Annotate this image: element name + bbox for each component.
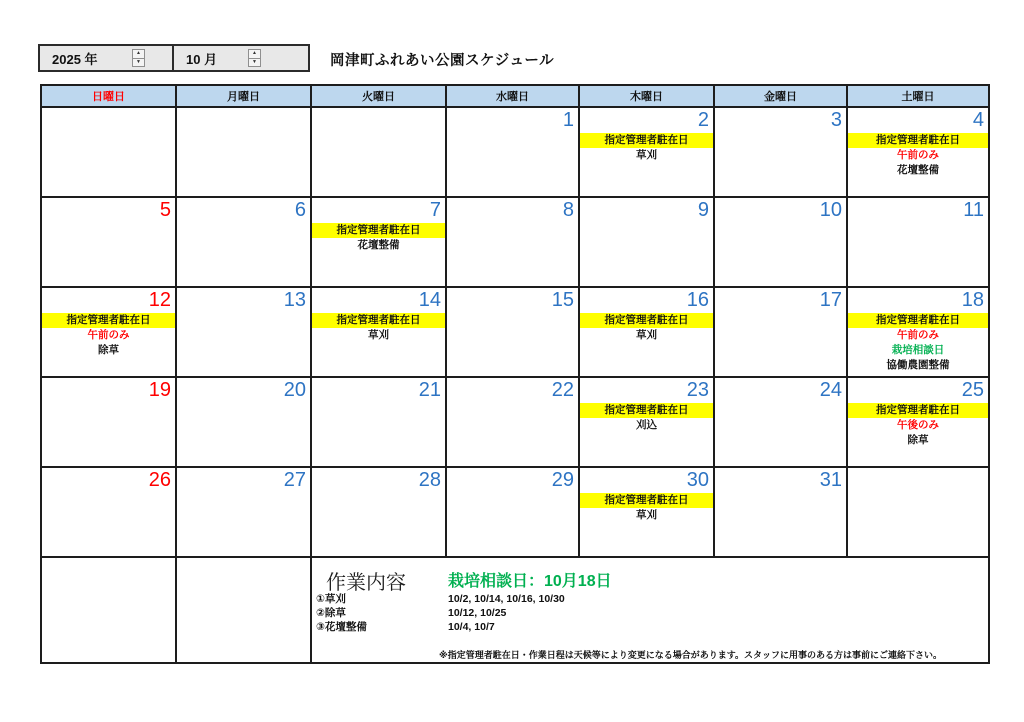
event-manager-presence: 指定管理者駐在日 [848,313,988,328]
day-number: 26 [148,469,171,491]
weekday-header: 土曜日 [847,85,989,107]
day-number: 31 [819,469,842,491]
day-cell-26[interactable] [41,467,176,557]
day-cell-empty[interactable] [41,107,176,197]
day-cell-29[interactable] [446,467,579,557]
event-manager-presence: 指定管理者駐在日 [848,403,988,418]
work-item-dates [448,592,565,634]
year-spinner [132,49,145,67]
year-value: 2025 年 [52,51,98,67]
footer-row [41,557,989,663]
day-number [312,108,445,133]
year-month-selector [38,44,310,72]
year-spin-down-icon[interactable]: ▼ [132,59,145,68]
work-content-title: 作業内容 [326,572,406,594]
weekday-header: 日曜日 [41,85,176,107]
work-summary-cell [311,557,989,663]
event-work-task: 草刈 [636,509,657,521]
work-item-name: ③花壇整備 [316,621,367,633]
day-number: 10 [819,199,842,221]
day-cell-empty[interactable] [176,107,311,197]
work-item-date-list: 10/12, 10/25 [448,607,507,619]
consultation-day-title: 栽培相談日：10月18日 [448,573,612,590]
day-cell-empty[interactable] [847,467,989,557]
day-number: 27 [283,469,306,491]
day-number: 13 [283,289,306,311]
day-cell-17[interactable] [714,287,847,377]
event-manager-presence: 指定管理者駐在日 [848,133,988,148]
footer-empty-cell[interactable] [176,557,311,663]
month-spinner [248,49,261,67]
day-number: 3 [830,109,842,131]
event-manager-presence: 指定管理者駐在日 [580,313,713,328]
day-number: 22 [551,379,574,401]
day-number: 1 [562,109,574,131]
day-number: 18 [961,289,984,311]
work-item-date-list: 10/2, 10/14, 10/16, 10/30 [448,593,565,605]
day-number: 4 [972,109,984,131]
event-consultation: 栽培相談日 [891,344,945,356]
day-cell-5[interactable] [41,197,176,287]
day-cell-2[interactable] [579,107,714,197]
day-number: 19 [148,379,171,401]
day-cell-11[interactable] [847,197,989,287]
work-item-names [316,592,367,634]
day-cell-30[interactable] [579,467,714,557]
event-work-task: 協働農園整備 [886,359,950,371]
footer-note: ※指定管理者駐在日・作業日程は天候等により変更になる場合があります。スタッフに用事のある方は事前にご連絡下さい。 [439,650,943,660]
day-number: 14 [418,289,441,311]
day-number: 6 [294,199,306,221]
month-spin-up-icon[interactable]: ▲ [248,49,261,59]
event-time-note: 午前のみ [87,329,130,341]
day-cell-23[interactable] [579,377,714,467]
day-number: 20 [283,379,306,401]
day-cell-19[interactable] [41,377,176,467]
day-number: 11 [963,199,984,221]
month-field[interactable] [174,46,308,70]
day-cell-20[interactable] [176,377,311,467]
day-cell-15[interactable] [446,287,579,377]
weekday-header-row [41,85,989,107]
day-number [42,108,175,133]
day-number: 8 [562,199,574,221]
footer-empty-cell[interactable] [41,557,176,663]
day-cell-27[interactable] [176,467,311,557]
event-manager-presence: 指定管理者駐在日 [580,493,713,508]
event-manager-presence: 指定管理者駐在日 [42,313,175,328]
year-spin-up-icon[interactable]: ▲ [132,49,145,59]
month-spin-down-icon[interactable]: ▼ [248,59,261,68]
day-number: 23 [686,379,709,401]
day-number: 28 [418,469,441,491]
day-cell-25[interactable] [847,377,989,467]
weekday-header: 月曜日 [176,85,311,107]
day-number [177,108,310,133]
day-cell-empty[interactable] [311,107,446,197]
weekday-header: 火曜日 [311,85,446,107]
event-work-task: 花壇整備 [357,239,400,251]
event-work-task: 除草 [98,344,119,356]
day-number: 17 [819,289,842,311]
event-time-note: 午前のみ [897,329,939,341]
day-cell-28[interactable] [311,467,446,557]
day-cell-21[interactable] [311,377,446,467]
event-work-task: 刈込 [636,419,657,431]
day-cell-1[interactable] [446,107,579,197]
month-value: 10 月 [186,51,218,67]
day-cell-10[interactable] [714,197,847,287]
day-number: 16 [686,289,709,311]
event-time-note: 午後のみ [897,419,939,431]
week-row [41,197,989,287]
day-number: 2 [697,109,709,131]
work-item-name: ②除草 [316,607,346,619]
day-number: 21 [418,379,441,401]
event-work-task: 花壇整備 [897,164,939,176]
day-cell-7[interactable] [311,197,446,287]
day-cell-22[interactable] [446,377,579,467]
calendar-table [40,84,990,664]
day-number: 30 [686,469,709,491]
day-cell-4[interactable] [847,107,989,197]
day-cell-31[interactable] [714,467,847,557]
day-cell-18[interactable] [847,287,989,377]
week-row [41,377,989,467]
day-cell-3[interactable] [714,107,847,197]
event-manager-presence: 指定管理者駐在日 [580,133,713,148]
page-title: 岡津町ふれあい公園スケジュール [330,53,555,69]
work-item-date-list: 10/4, 10/7 [448,621,495,633]
day-number: 5 [159,199,171,221]
week-row [41,467,989,557]
weekday-header: 金曜日 [714,85,847,107]
event-work-task: 草刈 [636,149,657,161]
week-row [41,107,989,197]
day-cell-16[interactable] [579,287,714,377]
day-cell-13[interactable] [176,287,311,377]
day-number: 29 [551,469,574,491]
day-number [848,468,988,493]
day-number: 7 [429,199,441,221]
work-item-name: ①草刈 [316,593,346,605]
day-cell-24[interactable] [714,377,847,467]
day-cell-6[interactable] [176,197,311,287]
event-manager-presence: 指定管理者駐在日 [312,313,445,328]
weekday-header: 木曜日 [579,85,714,107]
week-row [41,287,989,377]
day-number: 9 [697,199,709,221]
day-number: 12 [148,289,171,311]
event-work-task: 草刈 [368,329,389,341]
weekday-header: 水曜日 [446,85,579,107]
event-work-task: 草刈 [636,329,657,341]
year-field[interactable] [40,46,174,70]
day-cell-9[interactable] [579,197,714,287]
event-time-note: 午前のみ [897,149,939,161]
day-cell-12[interactable] [41,287,176,377]
event-manager-presence: 指定管理者駐在日 [312,223,445,238]
day-cell-8[interactable] [446,197,579,287]
event-work-task: 除草 [907,434,929,446]
day-number: 24 [819,379,842,401]
day-number: 25 [961,379,984,401]
event-manager-presence: 指定管理者駐在日 [580,403,713,418]
day-number: 15 [551,289,574,311]
day-cell-14[interactable] [311,287,446,377]
